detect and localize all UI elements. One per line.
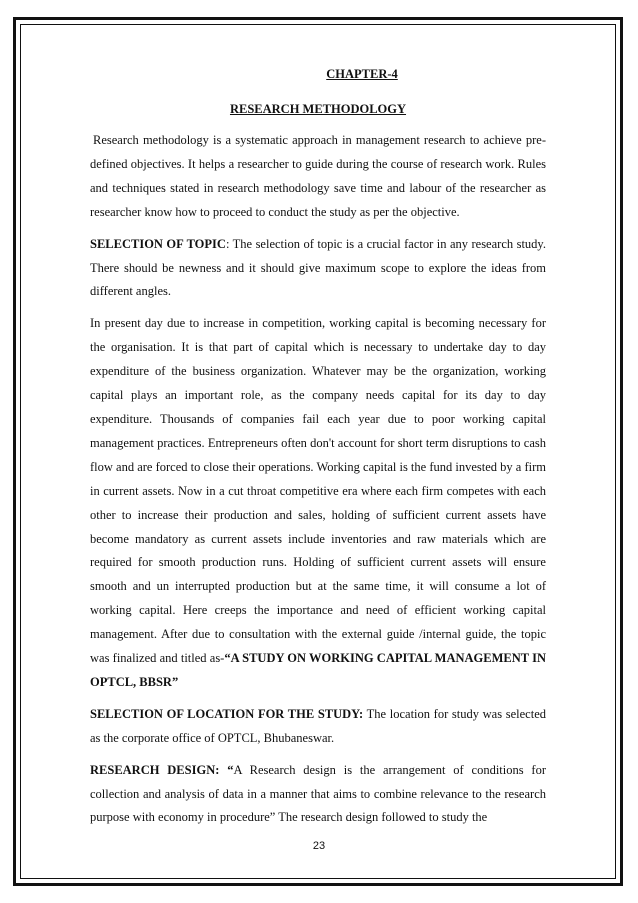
chapter-heading: CHAPTER-4 xyxy=(326,67,398,81)
selection-topic-paragraph xyxy=(90,233,546,305)
page-number: 23 xyxy=(312,840,326,852)
document-body xyxy=(90,62,546,838)
selection-topic-text: : The selection of topic is a crucial factor in any research study. There should be newness and it should give maximum scope to explore the ideas from different angles. xyxy=(90,236,546,299)
present-day-paragraph xyxy=(90,312,546,695)
research-design-paragraph xyxy=(90,759,546,831)
research-design-text: A Research design is the arrangement of conditions for collection and analysis of data in a manner that aims to combine relevance to the research purpose with economy in procedure” The research design followed to study the xyxy=(90,762,547,825)
section-title: RESEARCH METHODOLOGY xyxy=(229,102,407,116)
selection-location-paragraph xyxy=(90,703,546,751)
selection-location-label: SELECTION OF LOCATION FOR THE STUDY: xyxy=(90,706,364,721)
present-day-text: In present day due to increase in competition, working capital is becoming necessary for the organisation. It is that part of capital which is necessary to undertake day to day expenditure of the business organization. Whatever may be the organization, working capital plays an important role, as the company needs capital for its day to day expenditure. Thousands of companies fail each year due to poor working capital management practices. Entrepreneurs often don't account for short term disruptions to cash flow and are forced to close their operations. Working capital is the fund invested by a firm in current assets. Now in a cut throat competitive era where each firm competes with each other to increase their production and sales, holding of sufficient current assets have become mandatory as current assets include inventories and raw materials which are required for smooth production runs. Holding of sufficient current assets will ensure smooth and un interrupted production but at the same time, it will consume a lot of working capital. Here creeps the importance and need of efficient working capital management. After due to consultation with the external guide /internal guide, the topic was finalized and titled as- xyxy=(90,316,546,666)
study-title: “A STUDY ON WORKING CAPITAL MANAGEMENT IN OPTCL, BBSR” xyxy=(90,651,546,689)
research-design-label: RESEARCH DESIGN: “ xyxy=(90,762,234,777)
selection-location-text: The location for study was selected as the corporate office of OPTCL, Bhubaneswar. xyxy=(90,706,547,745)
intro-paragraph: Research methodology is a systematic approach in management research to achieve pre-defined objectives. It helps a researcher to guide during the course of research work. Rules and techniques stated in research methodology save time and labour of the researcher as researcher know how to proceed to conduct the study as per the objective. xyxy=(90,133,546,219)
selection-topic-label: SELECTION OF TOPIC xyxy=(90,236,226,251)
